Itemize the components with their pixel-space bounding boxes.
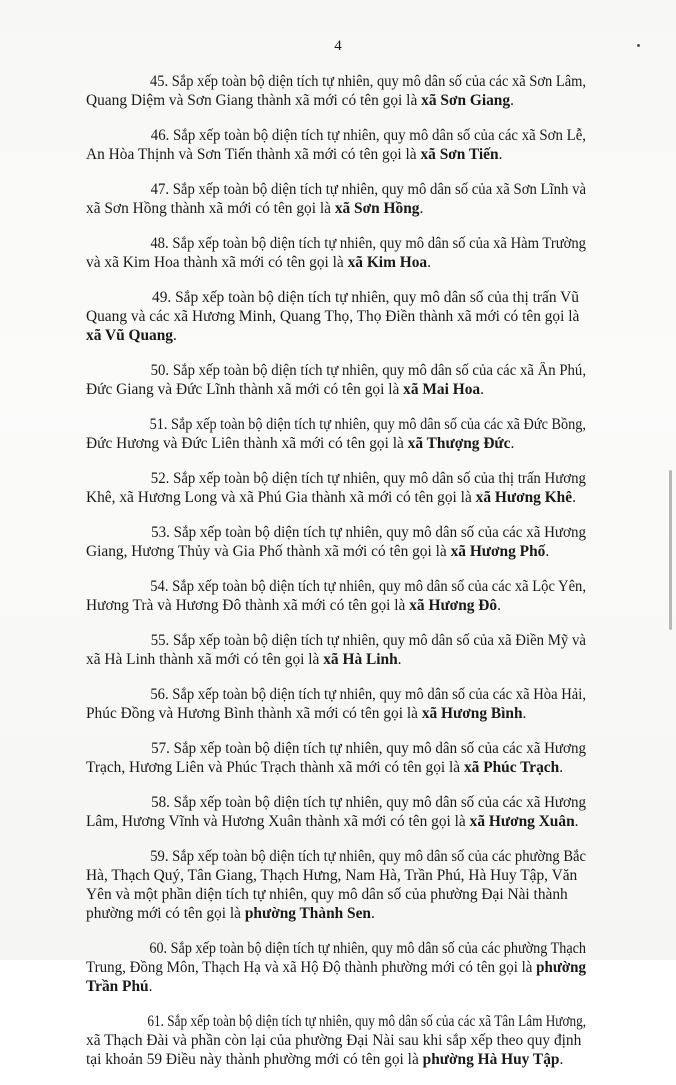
article-56 xyxy=(86,685,619,723)
line-tail: . xyxy=(559,759,564,776)
article-47 xyxy=(86,180,619,218)
text-line xyxy=(119,234,586,253)
text-line xyxy=(119,469,586,488)
text-line xyxy=(119,631,586,650)
new-unit-name: phường Hà Huy Tập xyxy=(422,1051,560,1068)
article-57 xyxy=(86,739,619,777)
article-58 xyxy=(86,793,619,831)
document-body xyxy=(86,72,619,1085)
speck xyxy=(637,44,640,47)
line-text: và xã Kim Hoa thành xã mới có tên gọi là xyxy=(86,254,348,271)
line-text: phường mới có tên gọi là xyxy=(86,905,245,922)
line-text: 59. Sắp xếp toàn bộ diện tích tự nhiên, quy mô dân số của các phường Bắc xyxy=(150,848,587,865)
line-tail: . xyxy=(427,254,431,271)
line-tail: . xyxy=(148,978,153,995)
text-line xyxy=(86,199,619,218)
text-line xyxy=(119,939,586,958)
article-48 xyxy=(86,234,619,272)
article-52 xyxy=(86,469,619,507)
line-tail: . xyxy=(498,146,503,163)
line-tail: . xyxy=(559,1051,564,1068)
line-text: 46. Sắp xếp toàn bộ diện tích tự nhiên, quy mô dân số của các xã Sơn Lễ, xyxy=(150,127,587,144)
line-tail: . xyxy=(522,705,527,722)
text-line xyxy=(86,145,619,164)
text-line xyxy=(86,488,619,507)
text-line xyxy=(86,1031,619,1050)
new-unit-name: Trần Phú xyxy=(86,978,149,995)
text-line xyxy=(86,977,619,996)
text-line xyxy=(86,596,619,615)
line-text: Phúc Đồng và Hương Bình thành xã mới có tên gọi là xyxy=(86,705,422,722)
line-text: xã Thạch Đài và phần còn lại của phường Đại Nài sau khi sắp xếp theo quy định xyxy=(86,1032,582,1049)
text-line xyxy=(86,1050,619,1069)
line-tail: . xyxy=(172,327,177,344)
text-line xyxy=(119,739,586,758)
text-line xyxy=(86,434,619,453)
line-tail: . xyxy=(545,543,550,560)
text-line xyxy=(86,812,619,831)
article-50 xyxy=(86,361,619,399)
line-text: 60. Sắp xếp toàn bộ diện tích tự nhiên, quy mô dân số của các phường Thạch xyxy=(149,940,587,957)
line-tail: . xyxy=(510,435,515,452)
new-unit-name: xã Sơn Tiến xyxy=(420,146,499,163)
text-line xyxy=(119,847,586,866)
text-line xyxy=(86,380,619,399)
text-line xyxy=(86,958,586,977)
new-unit-name: xã Hương Phố xyxy=(450,543,546,560)
line-text: 52. Sắp xếp toàn bộ diện tích tự nhiên, quy mô dân số của thị trấn Hương xyxy=(150,470,586,487)
article-55 xyxy=(86,631,619,669)
text-line xyxy=(86,704,619,723)
line-tail: . xyxy=(480,381,484,398)
line-text: Hương Trà và Hương Đô thành xã mới có tên gọi là xyxy=(86,597,410,614)
line-text: Yên và một phần diện tích tự nhiên, quy mô dân số của phường Đại Nài thành xyxy=(86,886,568,903)
scrollbar-thumb[interactable] xyxy=(669,470,672,630)
line-text: Quang Diệm và Sơn Giang thành xã mới có tên gọi là xyxy=(86,92,422,109)
text-line xyxy=(119,685,586,704)
article-54 xyxy=(86,577,619,615)
new-unit-name: xã Thượng Đức xyxy=(407,435,511,452)
new-unit-name: xã Vũ Quang xyxy=(86,327,173,344)
line-text: Đức Hương và Đức Liên thành xã mới có tên gọi là xyxy=(86,435,408,452)
text-line xyxy=(119,361,586,380)
line-text: 54. Sắp xếp toàn bộ diện tích tự nhiên, quy mô dân số của các xã Lộc Yên, xyxy=(150,578,586,595)
text-line xyxy=(119,1012,586,1031)
text-line xyxy=(119,523,586,542)
line-tail: . xyxy=(370,905,375,922)
new-unit-name: xã Hương Bình xyxy=(421,705,523,722)
line-tail: . xyxy=(510,92,514,109)
text-line xyxy=(119,288,619,307)
line-tail: . xyxy=(497,597,501,614)
text-line xyxy=(119,577,586,596)
text-line xyxy=(119,126,586,145)
line-tail: . xyxy=(419,200,424,217)
line-text: Khê, xã Hương Long và xã Phú Gia thành xã mới có tên gọi là xyxy=(86,489,476,506)
article-51 xyxy=(86,415,619,453)
text-line xyxy=(86,650,619,669)
text-line xyxy=(86,91,619,110)
line-text: Lâm, Hương Vĩnh và Hương Xuân thành xã mới có tên gọi là xyxy=(86,813,470,830)
line-text: 57. Sắp xếp toàn bộ diện tích tự nhiên, quy mô dân số của các xã Hương xyxy=(151,740,586,757)
new-unit-name: xã Phúc Trạch xyxy=(463,759,560,776)
line-text: 47. Sắp xếp toàn bộ diện tích tự nhiên, quy mô dân số của xã Sơn Lĩnh và xyxy=(150,181,586,198)
text-line xyxy=(119,415,586,434)
new-unit-name: xã Hương Khê xyxy=(475,489,573,506)
text-line xyxy=(86,307,619,326)
line-text: Trung, Đồng Môn, Thạch Hạ và xã Hộ Độ thành phường mới có tên gọi là xyxy=(86,959,537,976)
article-61 xyxy=(86,1012,619,1069)
text-line xyxy=(86,758,619,777)
line-text: 56. Sắp xếp toàn bộ diện tích tự nhiên, quy mô dân số của các xã Hòa Hải, xyxy=(150,686,586,703)
line-text: Đức Giang và Đức Lĩnh thành xã mới có tên gọi là xyxy=(86,381,404,398)
line-text: 50. Sắp xếp toàn bộ diện tích tự nhiên, quy mô dân số của các xã Ân Phú, xyxy=(150,362,587,379)
line-text: 49. Sắp xếp toàn bộ diện tích tự nhiên, quy mô dân số của thị trấn Vũ xyxy=(152,289,579,306)
line-text: tại khoản 59 Điều này thành phường mới có tên gọi là xyxy=(86,1051,423,1068)
text-line xyxy=(86,885,619,904)
article-45 xyxy=(86,72,619,110)
text-line xyxy=(86,542,619,561)
text-line xyxy=(86,326,619,345)
text-line xyxy=(119,793,586,812)
new-unit-name: phường xyxy=(536,959,586,976)
line-text: 45. Sắp xếp toàn bộ diện tích tự nhiên, quy mô dân số của các xã Sơn Lâm, xyxy=(150,73,587,90)
text-line xyxy=(86,253,619,272)
article-53 xyxy=(86,523,619,561)
line-text: 61. Sắp xếp toàn bộ diện tích tự nhiên, quy mô dân số của các xã Tân Lâm Hương, xyxy=(147,1013,587,1030)
new-unit-name: xã Hà Linh xyxy=(323,651,398,668)
article-60 xyxy=(86,939,619,996)
article-49 xyxy=(86,288,619,345)
line-text: Giang, Hương Thủy và Gia Phố thành xã mới có tên gọi là xyxy=(86,543,451,560)
new-unit-name: xã Mai Hoa xyxy=(403,381,481,398)
line-text: xã Hà Linh thành xã mới có tên gọi là xyxy=(86,651,324,668)
line-text: 55. Sắp xếp toàn bộ diện tích tự nhiên, quy mô dân số của xã Điền Mỹ và xyxy=(150,632,587,649)
new-unit-name: xã Hương Xuân xyxy=(469,813,575,830)
page-number: 4 xyxy=(334,38,342,54)
line-tail: . xyxy=(574,813,579,830)
new-unit-name: xã Sơn Giang xyxy=(421,92,511,109)
line-text: Trạch, Hương Liên và Phúc Trạch thành xã mới có tên gọi là xyxy=(86,759,464,776)
line-text: An Hòa Thịnh và Sơn Tiến thành xã mới có tên gọi là xyxy=(86,146,421,163)
line-text: Quang và các xã Hương Minh, Quang Thọ, Thọ Điền thành xã mới có tên gọi là xyxy=(86,308,580,325)
line-text: 53. Sắp xếp toàn bộ diện tích tự nhiên, quy mô dân số của các xã Hương xyxy=(151,524,586,541)
line-text: 48. Sắp xếp toàn bộ diện tích tự nhiên, quy mô dân số của xã Hàm Trường xyxy=(150,235,587,252)
line-tail: . xyxy=(572,489,576,506)
new-unit-name: xã Hương Đô xyxy=(409,597,498,614)
text-line xyxy=(119,72,586,91)
article-59 xyxy=(86,847,619,923)
line-text: 58. Sắp xếp toàn bộ diện tích tự nhiên, quy mô dân số của các xã Hương xyxy=(151,794,586,811)
line-text: 51. Sắp xếp toàn bộ diện tích tự nhiên, quy mô dân số của các xã Đức Bồng, xyxy=(149,416,586,433)
new-unit-name: xã Sơn Hồng xyxy=(334,200,420,217)
line-text: Hà, Thạch Quý, Tân Giang, Thạch Hưng, Nam Hà, Trần Phú, Hà Huy Tập, Văn xyxy=(86,867,578,884)
text-line xyxy=(86,866,619,885)
text-line xyxy=(86,904,619,923)
text-line xyxy=(119,180,586,199)
new-unit-name: phường Thành Sen xyxy=(244,905,371,922)
line-tail: . xyxy=(397,651,402,668)
new-unit-name: xã Kim Hoa xyxy=(347,254,428,271)
line-text: xã Sơn Hồng thành xã mới có tên gọi là xyxy=(86,200,335,217)
article-46 xyxy=(86,126,619,164)
